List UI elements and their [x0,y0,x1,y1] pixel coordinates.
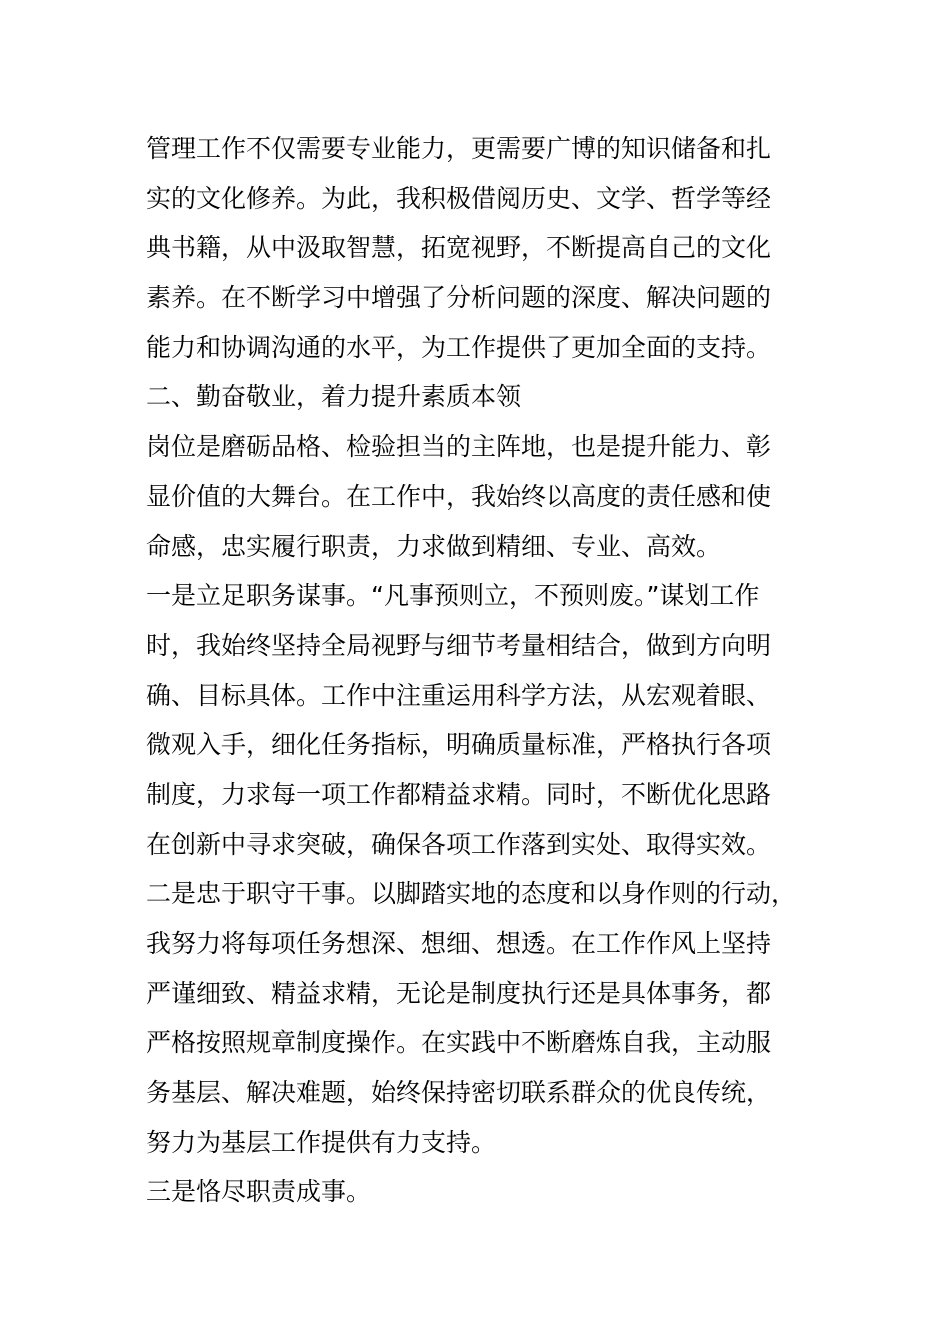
text-line: 微观入手，细化任务指标，明确质量标准，严格执行各项 [146,730,772,760]
text-line: 我努力将每项任务想深、想细、想透。在工作作风上坚持 [146,929,772,958]
text-line: 制度，力求每一项工作都精益求精。同时，不断优化思路 [146,779,772,809]
section-heading: 二、勤奋敬业，着力提升素质本领 [146,382,522,412]
text-line: 务基层、解决难题，始终保持密切联系群众的优良传统， [146,1078,772,1108]
text-line: 显价值的大舞台。在工作中，我始终以高度的责任感和使 [146,481,772,511]
text-line: 命感，忠实履行职责，力求做到精细、专业、高效。 [146,531,722,561]
text-line: 岗位是磨砺品格、检验担当的主阵地，也是提升能力、彰 [146,432,772,462]
text-line: 实的文化修养。为此，我积极借阅历史、文学、哲学等经 [146,183,772,213]
text-line: 三是恪尽职责成事。 [146,1177,372,1207]
text-line: 典书籍，从中汲取智慧，拓宽视野，不断提高自己的文化 [146,233,772,263]
text-line: 严格按照规章制度操作。在实践中不断磨炼自我，主动服 [146,1028,772,1058]
text-line: 素养。在不断学习中增强了分析问题的深度、解决问题的 [146,283,772,313]
text-line: 严谨细致、精益求精，无论是制度执行还是具体事务，都 [146,978,772,1008]
text-line: 努力为基层工作提供有力支持。 [146,1127,497,1157]
text-line: 管理工作不仅需要专业能力，更需要广博的知识储备和扎 [146,134,772,163]
text-line: 一是立足职务谋事。“凡事预则立，不预则废。”谋划工作 [146,581,760,611]
text-line: 确、目标具体。工作中注重运用科学方法，从宏观着眼、 [146,680,772,710]
text-line: 在创新中寻求突破，确保各项工作落到实处、取得实效。 [146,829,772,859]
text-line: 时，我始终坚持全局视野与细节考量相结合，做到方向明 [146,630,772,660]
text-line: 能力和协调沟通的水平，为工作提供了更加全面的支持。 [146,332,772,362]
body-text [146,124,846,1217]
text-line: 二是忠于职守干事。以脚踏实地的态度和以身作则的行动， [146,879,797,909]
